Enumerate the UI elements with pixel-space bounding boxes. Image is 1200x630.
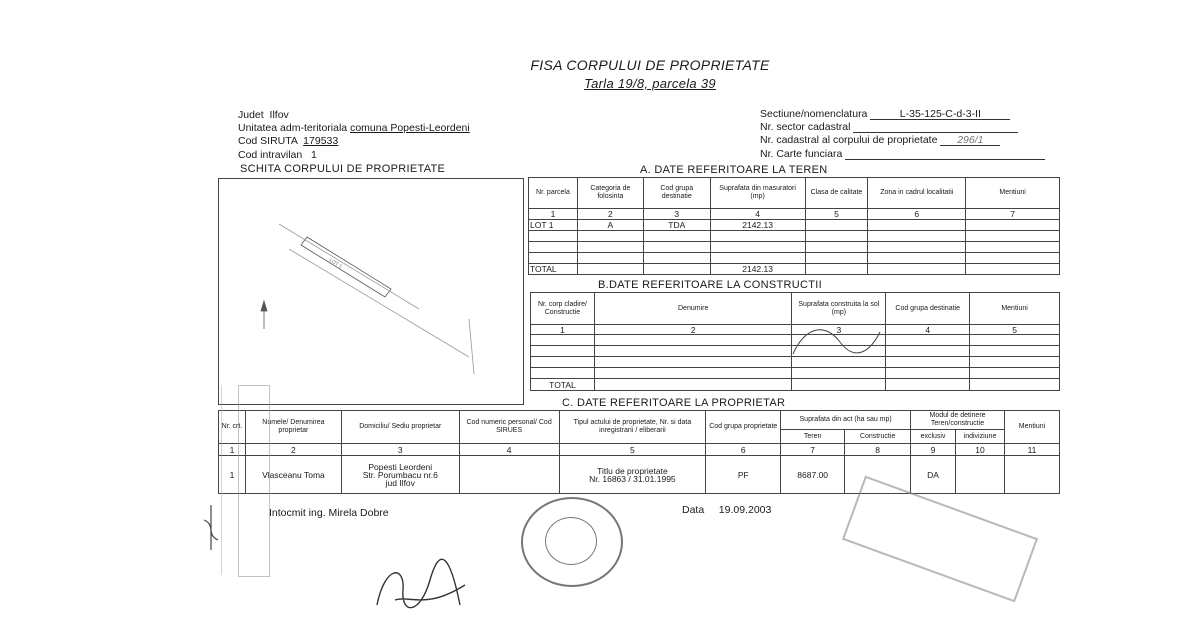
teren-num-4: 4 bbox=[710, 209, 805, 220]
proprietar-num-6: 6 bbox=[706, 444, 781, 456]
teren-cell-grupa: TDA bbox=[643, 220, 710, 231]
proprietar-num-7: 7 bbox=[781, 444, 845, 456]
proprietar-num-2: 2 bbox=[245, 444, 341, 456]
proprietar-header-suprafata: Suprafata din act (ha sau mp) bbox=[781, 411, 911, 430]
act-line-2: Nr. 16863 / 31.01.1995 bbox=[589, 473, 676, 484]
siruta-label: Cod SIRUTA bbox=[238, 135, 298, 147]
signature bbox=[365, 545, 475, 625]
proprietar-header-teren: Teren bbox=[781, 430, 845, 444]
siruta-value: 179533 bbox=[303, 135, 339, 147]
judet-value: Ilfov bbox=[269, 109, 289, 121]
constructii-header-denumire: Denumire bbox=[594, 293, 792, 325]
section-b-title: B.DATE REFERITOARE LA CONSTRUCTII bbox=[598, 279, 823, 291]
constructii-num-3: 3 bbox=[792, 325, 886, 335]
teren-header-suprafata: Suprafata din masuratori (mp) bbox=[710, 178, 805, 209]
teren-header-clasa: Clasa de calitate bbox=[805, 178, 868, 209]
teren-empty-row bbox=[529, 242, 1060, 253]
intravilan-value: 1 bbox=[310, 149, 317, 161]
judet-label: Judet bbox=[238, 109, 264, 121]
proprietar-num-8: 8 bbox=[845, 444, 911, 456]
proprietar-header-nume: Numele/ Denumirea proprietar bbox=[245, 411, 341, 444]
proprietar-header-constructie: Constructie bbox=[845, 430, 911, 444]
proprietar-header-act: Tipul actului de proprietate, Nr. si data inregistrarii / eliberarii bbox=[559, 411, 706, 444]
teren-cell-zona bbox=[868, 220, 966, 231]
unitate-label: Unitatea adm-teritoriala bbox=[238, 122, 348, 134]
proprietar-cell-teren: 8687.00 bbox=[781, 456, 845, 494]
rectangular-stamp bbox=[842, 476, 1038, 603]
proprietar-header-indiviziune: indiviziune bbox=[956, 430, 1005, 444]
lot-label: LOT 1 bbox=[327, 257, 343, 270]
proprietar-header-modul: Modul de detinere Teren/constructie bbox=[911, 411, 1005, 430]
data-row bbox=[682, 504, 771, 516]
teren-total-row bbox=[529, 264, 1060, 275]
judet-row bbox=[238, 109, 289, 121]
teren-num-6: 6 bbox=[868, 209, 966, 220]
teren-total-value: 2142.13 bbox=[710, 264, 805, 275]
teren-header-nr: Nr. parcela bbox=[529, 178, 578, 209]
proprietar-num-1: 1 bbox=[219, 444, 246, 456]
constructii-header-suprafata: Suprafata construita la sol (mp) bbox=[792, 293, 886, 325]
sectiune-row bbox=[760, 108, 1010, 120]
proprietar-table bbox=[218, 410, 1060, 494]
proprietar-num-9: 9 bbox=[911, 444, 956, 456]
sectiune-value: L-35-125-C-d-3-II bbox=[899, 108, 981, 120]
teren-total-label: TOTAL bbox=[529, 264, 578, 275]
unitate-value: comuna Popesti-Leordeni bbox=[350, 122, 470, 134]
proprietar-cell-cod bbox=[459, 456, 559, 494]
data-label: Data bbox=[682, 504, 705, 516]
proprietar-header-mentiuni: Mentiuni bbox=[1004, 411, 1059, 444]
proprietar-cell-nume: Vlasceanu Toma bbox=[245, 456, 341, 494]
constructii-header-nr: Nr. corp cladire/ Constructie bbox=[531, 293, 595, 325]
carte-label: Nr. Carte funciara bbox=[760, 148, 843, 160]
teren-num-2: 2 bbox=[577, 209, 643, 220]
proprietar-cell-act bbox=[559, 456, 706, 494]
siruta-row bbox=[238, 135, 338, 147]
intravilan-label: Cod intravilan bbox=[238, 149, 303, 161]
teren-empty-row bbox=[529, 253, 1060, 264]
constructii-total-row bbox=[531, 379, 1060, 391]
section-a-title: A. DATE REFERITOARE LA TEREN bbox=[640, 164, 828, 176]
proprietar-cell-domiciliu bbox=[341, 456, 459, 494]
domiciliu-line-3: jud Ilfov bbox=[385, 477, 415, 488]
proprietar-data-row bbox=[219, 456, 1060, 494]
sector-row bbox=[760, 121, 1018, 133]
proprietar-cell-indiviziune bbox=[956, 456, 1005, 494]
teren-header-zona: Zona in cadrul localitatii bbox=[868, 178, 966, 209]
proprietar-cell-nr: 1 bbox=[219, 456, 246, 494]
teren-header-categoria: Categoria de folosinta bbox=[577, 178, 643, 209]
sketch-box bbox=[218, 178, 524, 405]
proprietar-header-cod: Cod numeric personal/ Cod SIRUES bbox=[459, 411, 559, 444]
nr-cadastral-row bbox=[760, 134, 1000, 146]
proprietar-header-nr: Nr. crt. bbox=[219, 411, 246, 444]
proprietar-cell-mentiuni bbox=[1004, 456, 1059, 494]
sector-label: Nr. sector cadastral bbox=[760, 121, 851, 133]
proprietar-num-4: 4 bbox=[459, 444, 559, 456]
constructii-header-mentiuni: Mentiuni bbox=[970, 293, 1060, 325]
teren-cell-categoria: A bbox=[577, 220, 643, 231]
document-subtitle: Tarla 19/8, parcela 39 bbox=[584, 76, 716, 91]
proprietar-header-exclusiv: exclusiv bbox=[911, 430, 956, 444]
teren-cell-suprafata: 2142.13 bbox=[710, 220, 805, 231]
carte-row bbox=[760, 148, 1045, 160]
proprietar-num-3: 3 bbox=[341, 444, 459, 456]
teren-num-5: 5 bbox=[805, 209, 868, 220]
proprietar-header-grupa: Cod grupa proprietate bbox=[706, 411, 781, 444]
teren-num-7: 7 bbox=[966, 209, 1060, 220]
proprietar-num-5: 5 bbox=[559, 444, 706, 456]
margin-handwriting bbox=[196, 500, 226, 560]
teren-cell-clasa bbox=[805, 220, 868, 231]
teren-number-row bbox=[529, 209, 1060, 220]
act-line-1: Titlu de proprietate bbox=[597, 465, 668, 476]
teren-empty-row bbox=[529, 231, 1060, 242]
proprietar-num-10: 10 bbox=[956, 444, 1005, 456]
round-stamp-inner bbox=[545, 517, 597, 565]
data-value: 19.09.2003 bbox=[718, 504, 772, 516]
proprietar-header-row bbox=[219, 411, 1060, 430]
constructii-empty-row bbox=[531, 368, 1060, 379]
teren-cell-parcela: LOT 1 bbox=[529, 220, 578, 231]
teren-table bbox=[528, 177, 1060, 275]
parcel-sketch bbox=[219, 179, 523, 404]
teren-header-row bbox=[529, 178, 1060, 209]
scribble-mark bbox=[785, 322, 885, 362]
proprietar-num-11: 11 bbox=[1004, 444, 1059, 456]
unitate-row bbox=[238, 122, 470, 134]
teren-num-3: 3 bbox=[643, 209, 710, 220]
teren-header-mentiuni: Mentiuni bbox=[966, 178, 1060, 209]
teren-data-row bbox=[529, 220, 1060, 231]
document-title: FISA CORPULUI DE PROPRIETATE bbox=[530, 57, 770, 73]
constructii-header-grupa: Cod grupa destinatie bbox=[886, 293, 970, 325]
intocmit-text: Intocmit ing. Mirela Dobre bbox=[269, 507, 389, 519]
intravilan-row bbox=[238, 149, 317, 161]
constructii-num-2: 2 bbox=[594, 325, 792, 335]
sketch-title: SCHITA CORPULUI DE PROPRIETATE bbox=[240, 163, 446, 175]
constructii-num-5: 5 bbox=[970, 325, 1060, 335]
proprietar-cell-grupa: PF bbox=[706, 456, 781, 494]
section-c-title: C. DATE REFERITOARE LA PROPRIETAR bbox=[562, 397, 786, 409]
proprietar-number-row bbox=[219, 444, 1060, 456]
vertical-stamp bbox=[238, 385, 270, 577]
constructii-header-row bbox=[531, 293, 1060, 325]
constructii-num-4: 4 bbox=[886, 325, 970, 335]
teren-cell-mentiuni bbox=[966, 220, 1060, 231]
proprietar-header-domiciliu: Domiciliu/ Sediu proprietar bbox=[341, 411, 459, 444]
sectiune-label: Sectiune/nomenclatura bbox=[760, 108, 868, 120]
teren-num-1: 1 bbox=[529, 209, 578, 220]
domiciliu-line-1: Popesti Leordeni bbox=[368, 461, 433, 472]
teren-header-grupa: Cod grupa destinatie bbox=[643, 178, 710, 209]
domiciliu-line-2: Str. Porumbacu nr.6 bbox=[362, 469, 438, 480]
proprietar-cell-exclusiv: DA bbox=[911, 456, 956, 494]
nr-cadastral-label: Nr. cadastral al corpului de proprietate bbox=[760, 134, 938, 146]
constructii-num-1: 1 bbox=[531, 325, 595, 335]
constructii-total-label: TOTAL bbox=[531, 379, 595, 391]
round-stamp bbox=[521, 497, 623, 587]
nr-cadastral-value: 296/1 bbox=[957, 134, 984, 146]
